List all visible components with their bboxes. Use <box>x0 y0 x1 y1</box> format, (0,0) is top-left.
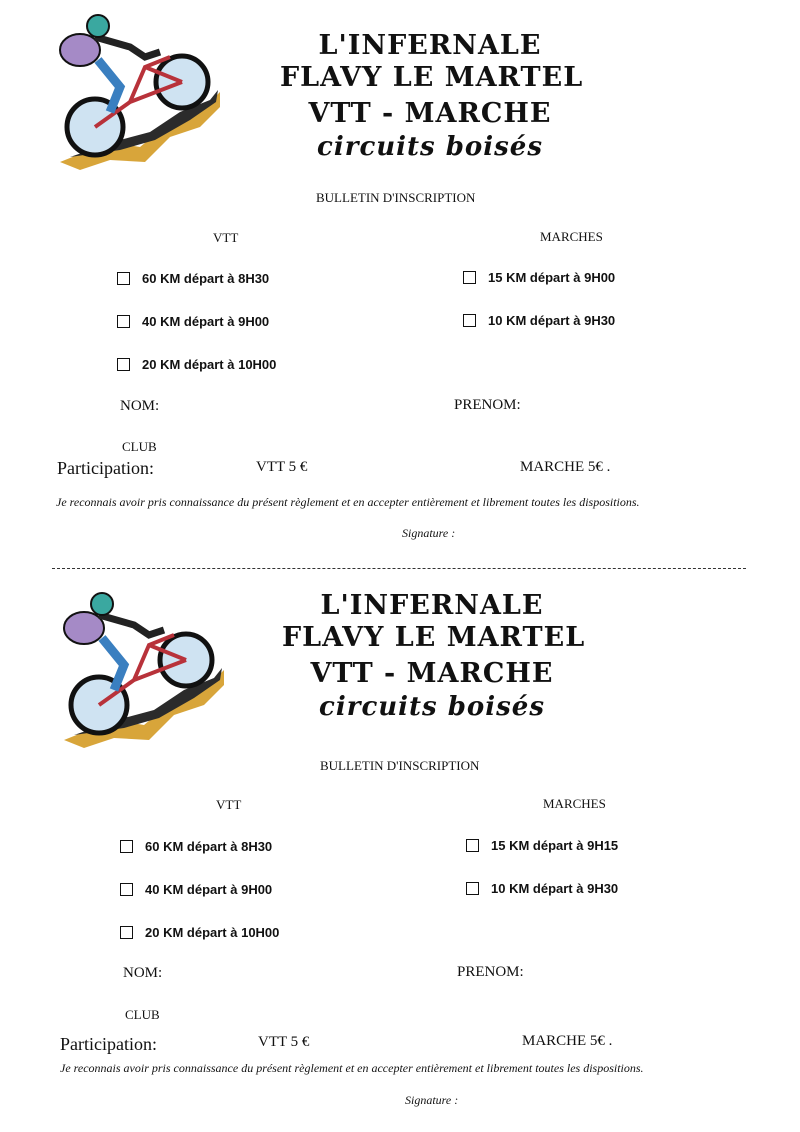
marches-column-label: MARCHES <box>543 796 606 811</box>
checkbox-marche-10km[interactable] <box>466 882 479 895</box>
option-marche-10km: 10 KM départ à 9H30 <box>488 313 616 328</box>
cyclist-illustration <box>50 12 222 170</box>
event-title-line-4: circuits boisés <box>319 692 545 722</box>
option-vtt-60km: 60 KM départ à 8H30 <box>142 271 270 286</box>
vtt-price: VTT 5 € <box>258 1034 310 1050</box>
event-title-line-2: FLAVY LE MARTEL <box>280 62 584 93</box>
checkbox-vtt-60km[interactable] <box>117 272 130 285</box>
disclaimer-text: Je reconnais avoir pris connaissance du présent règlement et en accepter entièrement et librement toutes les dispositions. <box>56 495 640 509</box>
event-title-line-3: VTT - MARCHE <box>308 98 552 129</box>
vtt-column-label: VTT <box>216 797 242 812</box>
marche-price: MARCHE 5€ . <box>520 459 611 475</box>
form-heading: BULLETIN D'INSCRIPTION <box>320 758 480 773</box>
option-vtt-40km: 40 KM départ à 9H00 <box>142 314 270 329</box>
club-label: CLUB <box>122 439 157 454</box>
option-marche-15km: 15 KM départ à 9H00 <box>488 270 616 285</box>
checkbox-marche-15km[interactable] <box>466 839 479 852</box>
checkbox-marche-10km[interactable] <box>463 314 476 327</box>
signature-label: Signature : <box>402 526 456 540</box>
cyclist-illustration <box>54 590 226 748</box>
checkbox-vtt-60km[interactable] <box>120 840 133 853</box>
event-title-line-3: VTT - MARCHE <box>310 658 554 689</box>
event-title-line-2: FLAVY LE MARTEL <box>282 622 586 653</box>
option-vtt-60km: 60 KM départ à 8H30 <box>145 839 273 854</box>
form-heading: BULLETIN D'INSCRIPTION <box>316 190 476 205</box>
checkbox-vtt-20km[interactable] <box>120 926 133 939</box>
event-title-line-1: L'INFERNALE <box>318 30 542 61</box>
marches-column-label: MARCHES <box>540 229 603 244</box>
checkbox-marche-15km[interactable] <box>463 271 476 284</box>
checkbox-vtt-40km[interactable] <box>120 883 133 896</box>
marche-price: MARCHE 5€ . <box>522 1033 613 1049</box>
option-vtt-40km: 40 KM départ à 9H00 <box>145 882 273 897</box>
event-title-line-4: circuits boisés <box>317 132 543 162</box>
nom-label: NOM: <box>123 965 163 981</box>
option-vtt-20km: 20 KM départ à 10H00 <box>145 925 280 940</box>
participation-label: Participation: <box>57 458 154 478</box>
club-label: CLUB <box>125 1007 160 1022</box>
signature-label: Signature : <box>405 1093 459 1107</box>
vtt-price: VTT 5 € <box>256 459 308 475</box>
disclaimer-text: Je reconnais avoir pris connaissance du présent règlement et en accepter entièrement et librement toutes les dispositions. <box>60 1061 644 1075</box>
prenom-label: PRENOM: <box>457 964 524 980</box>
option-marche-10km: 10 KM départ à 9H30 <box>491 881 619 896</box>
checkbox-vtt-40km[interactable] <box>117 315 130 328</box>
vtt-column-label: VTT <box>213 230 239 245</box>
registration-form-2 <box>0 566 800 1132</box>
event-title-line-1: L'INFERNALE <box>320 590 544 621</box>
participation-label: Participation: <box>60 1034 157 1054</box>
option-marche-15km: 15 KM départ à 9H15 <box>491 838 619 853</box>
checkbox-vtt-20km[interactable] <box>117 358 130 371</box>
nom-label: NOM: <box>120 398 160 414</box>
prenom-label: PRENOM: <box>454 397 521 413</box>
option-vtt-20km: 20 KM départ à 10H00 <box>142 357 277 372</box>
